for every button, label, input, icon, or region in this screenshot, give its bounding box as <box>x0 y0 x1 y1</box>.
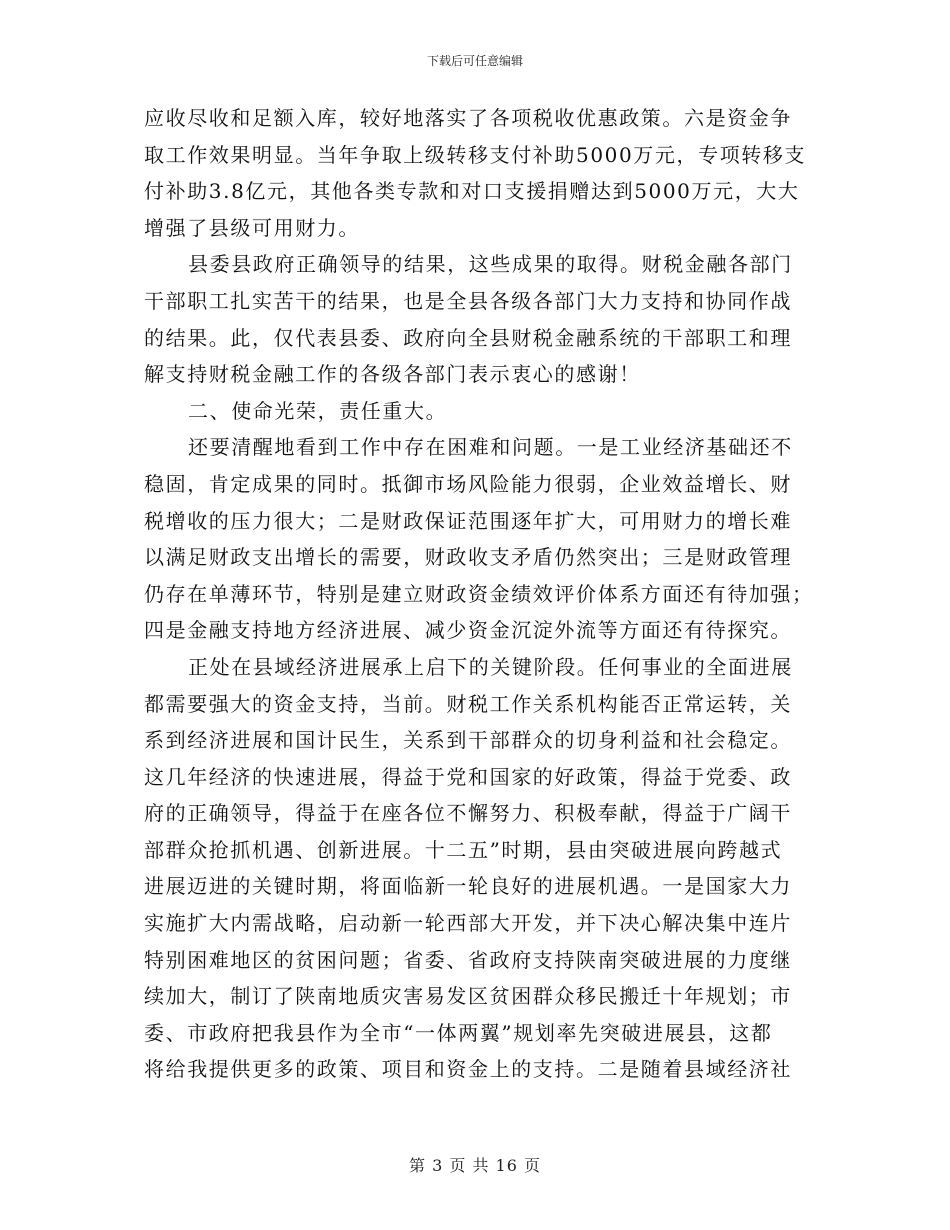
text-line: 这几年经济的快速进展，得益于党和国家的好政策，得益于党委、政 <box>144 764 792 789</box>
text-line: 的结果。此，仅代表县委、政府向全县财税金融系统的干部职工和理 <box>144 325 792 350</box>
text-line: 部群众抢抓机遇、创新进展。十二五”时期，县由突破进展向跨越式 <box>144 837 783 862</box>
text-line: 将给我提供更多的政策、项目和资金上的支持。二是随着县域经济社 <box>144 1057 792 1082</box>
text-line: 增强了县级可用财力。 <box>144 215 360 240</box>
paragraph-first-line: 还要清醒地看到工作中存在困难和问题。一是工业经济基础还不 <box>188 435 793 460</box>
paragraph-first-line: 二、使命光荣，责任重大。 <box>188 398 448 423</box>
paragraph-first-line: 正处在县域经济进展承上启下的关键阶段。任何事业的全面进展 <box>188 654 793 679</box>
text-line: 以满足财政支出增长的需要，财政收支矛盾仍然突出；三是财政管理 <box>144 545 792 570</box>
text-line: 系到经济进展和国计民生，关系到干部群众的切身利益和社会稳定。 <box>144 728 792 753</box>
text-line: 税增收的压力很大；二是财政保证范围逐年扩大，可用财力的增长难 <box>144 508 792 533</box>
text-line: 干部职工扎实苦干的结果，也是全县各级各部门大力支持和协同作战 <box>144 288 792 313</box>
text-line: 进展迈进的关键时期，将面临新一轮良好的进展机遇。一是国家大力 <box>144 874 792 899</box>
text-line: 应收尽收和足额入库，较好地落实了各项税收优惠政策。六是资金争 <box>144 106 792 130</box>
text-line: 实施扩大内需战略，启动新一轮西部大开发，并下决心解决集中连片 <box>144 911 792 936</box>
text-line: 解支持财税金融工作的各级各部门表示衷心的感谢！ <box>144 362 641 387</box>
paragraph-first-line: 县委县政府正确领导的结果，这些成果的取得。财税金融各部门 <box>188 252 793 277</box>
text-line: 续加大，制订了陕南地质灾害易发区贫困群众移民搬迁十年规划；市 <box>144 984 792 1009</box>
text-line: 仍存在单薄环节，特别是建立财政资金绩效评价体系方面还有待加强； <box>144 581 814 606</box>
text-line: 稳固，肯定成果的同时。抵御市场风险能力很弱，企业效益增长、财 <box>144 471 792 496</box>
text-line: 付补助3.8亿元，其他各类专款和对口支援捐赠达到5000万元，大大 <box>144 179 800 204</box>
text-line: 都需要强大的资金支持，当前。财税工作关系机构能否正常运转，关 <box>144 691 792 716</box>
text-line: 府的正确领导，得益于在座各位不懈努力、积极奉献，得益于广阔干 <box>144 801 792 826</box>
text-line: 特别困难地区的贫困问题；省委、省政府支持陕南突破进展的力度继 <box>144 947 792 972</box>
text-line: 四是金融支持地方经济进展、减少资金沉淀外流等方面还有待探究。 <box>144 618 792 643</box>
document-body <box>144 100 814 1088</box>
text-line: 委、市政府把我县作为全市“一体两翼”规划率先突破进展县，这都 <box>144 1020 773 1045</box>
page-number-footer: 第 3 页 共 16 页 <box>409 1156 541 1175</box>
page-header: 下载后可任意编辑 <box>426 54 523 68</box>
text-line: 取工作效果明显。当年争取上级转移支付补助5000万元，专项转移支 <box>144 142 807 167</box>
